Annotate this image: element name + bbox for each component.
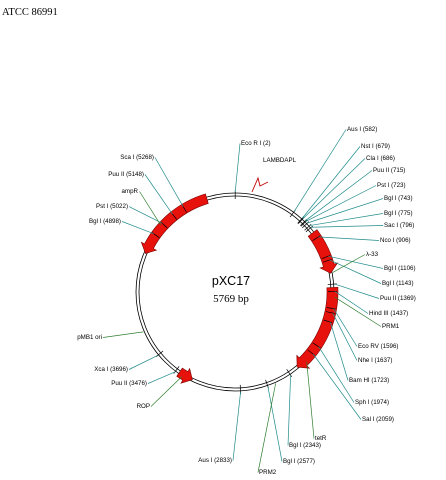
lambda-pl-arrow [252,178,268,192]
site-label: Cla I (686) [366,155,395,162]
site-label: Xca I (3696) [94,366,128,373]
annotation-leader [307,362,314,439]
site-label: Nst I (679) [361,143,390,150]
plasmid-size: 5769 bp [213,293,249,305]
site-label: Sca I (5268) [120,154,154,161]
site-label: Bgl I (1106) [384,265,416,272]
site-leader [235,144,240,193]
site-leader [333,313,357,360]
plasmid-name: pXC17 [211,274,251,288]
site-label: Bgl I (743) [384,195,413,202]
annotation-leader [103,332,143,338]
annotation-label: tetR [315,435,327,442]
annotation-label: λ-33 [366,251,379,258]
site-label: Hind III (1437) [369,310,409,317]
site-label: Bgl I (775) [384,210,413,217]
site-label: Bgl I (2577) [283,458,315,465]
site-leader [310,214,383,226]
site-leader [328,256,383,268]
site-label: Bgl I (2343) [289,442,321,449]
site-leader [268,386,282,461]
feature-arrow [141,194,208,254]
site-leader [318,237,379,241]
site-leader [319,347,354,403]
site-label: Bgl I (1143) [382,280,414,287]
site-label: Pst I (5022) [96,203,128,210]
annotation-label: ampR [121,188,138,195]
site-label: Sac I (796) [384,222,415,229]
site-label: Aus I (582) [347,126,378,133]
site-labels [89,126,416,465]
site-leader [330,322,348,380]
site-leader [294,130,346,212]
site-label: Puu II (5148) [108,171,144,178]
site-label: Eco RV (1596) [358,343,399,350]
site-leader [303,159,365,219]
site-label: Puu II (715) [373,167,406,174]
site-label: Pst I (723) [377,182,406,189]
site-leader [335,291,368,313]
site-label: Puu II (3476) [111,380,147,387]
site-label: Eco R I (2) [241,140,271,147]
annotation-label: LAMBDAPL [263,157,297,164]
site-leader [122,222,154,234]
site-leader [335,284,379,298]
site-leader [311,226,383,228]
annotation-leader [258,383,276,472]
site-leader [233,392,241,461]
annotation-leader [140,192,161,226]
site-leader [302,147,360,219]
site-label: Bgl I (4898) [89,218,121,225]
site-leader [129,355,158,369]
site-label: Aus I (2833) [198,457,232,464]
site-label: Bam HI (1723) [349,377,390,384]
site-leader [288,375,291,445]
site-leader [313,354,361,419]
map-title: ATCC 86991 [2,7,58,18]
site-label: Sph I (1974) [355,399,390,406]
annotation-label: PRM1 [382,323,400,330]
site-leader [330,260,381,284]
annotation-label: PRM2 [259,469,277,476]
site-leader [334,309,357,347]
site-leader [148,372,175,384]
site-label: Nhe I (1637) [358,357,393,364]
site-leader [155,158,183,207]
site-label: Puu II (1369) [380,295,416,302]
site-label: Sal I (2059) [362,416,394,423]
annotation-label: pMB1 ori [77,334,102,341]
site-leader [129,207,162,224]
annotation-leader [151,377,182,407]
annotation-label: ROP [136,403,150,410]
site-label: Nco I (906) [380,237,411,244]
feature-arrow [308,230,337,274]
